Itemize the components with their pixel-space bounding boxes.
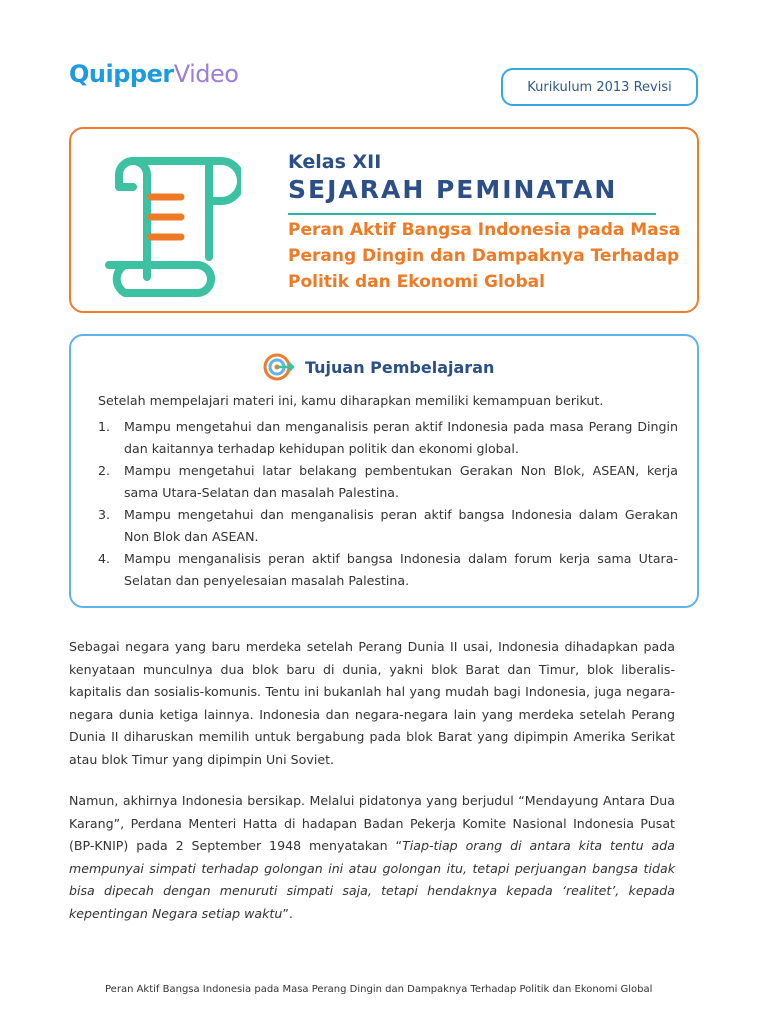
body-paragraph-1: Sebagai negara yang baru merdeka setelah Perang Dunia II usai, Indonesia dihadapkan pada kenyataan munculnya dua blok baru di dunia, yakni blok Barat dan Timur, blok liberalis-kapitalis dan sosialis-komunis. Tentu ini bukanlah hal yang mudah bagi Indonesia, juga negara-negara dunia ketiga lainnya. Indonesia dan negara-negara lain yang merdeka setelah Perang Dunia II diharuskan memilih untuk bergabung pada blok Barat yang dipimpin Amerika Serikat atau blok Timur yang dipimpin Uni Soviet.	[69, 639, 675, 767]
objectives-list	[98, 416, 678, 592]
grade-label: Kelas XII	[288, 151, 382, 173]
item-text: Mampu mengetahui latar belakang pembentukan Gerakan Non Blok, ASEAN, kerja sama Utara-Selatan dan masalah Palestina.	[124, 463, 678, 500]
target-icon	[263, 351, 295, 383]
paragraph-2-tail: ”.	[282, 905, 293, 921]
list-item	[98, 548, 678, 592]
item-text: Mampu mengetahui dan menganalisis peran aktif Indonesia pada masa Perang Dingin dan kaitannya terhadap kehidupan politik dan ekonomi global.	[124, 419, 678, 456]
subject-divider	[288, 213, 656, 215]
objectives-heading	[263, 351, 494, 383]
scroll-icon	[101, 147, 241, 297]
list-item	[98, 460, 678, 504]
quipper-video-logo	[69, 60, 238, 96]
item-text: Mampu menganalisis peran aktif bangsa Indonesia dalam forum kerja sama Utara-Selatan dan penyelesaian masalah Palestina.	[124, 551, 678, 588]
topic-title: Peran Aktif Bangsa Indonesia pada Masa Perang Dingin dan Dampaknya Terhadap Politik dan Ekonomi Global	[288, 220, 681, 292]
item-number: 3.	[98, 507, 111, 522]
title-panel	[69, 127, 699, 313]
paragraph-2-lead: Namun, akhirnya Indonesia bersikap. Melalui pidatonya yang berjudul “Mendayung Antara Dua Karang”, Perdana Menteri Hatta di hadapan Badan Pekerja Komite Nasional Indonesia Pusat (BP-KNIP) pada 2 September 1948 menyatakan “	[69, 793, 675, 854]
item-number: 2.	[98, 463, 111, 478]
curriculum-badge: Kurikulum 2013 Revisi	[501, 68, 698, 106]
objectives-title: Tujuan Pembelajaran	[305, 357, 495, 377]
list-item	[98, 416, 678, 460]
learning-objectives-panel	[69, 334, 699, 608]
logo-part-quipper: Quipper	[69, 60, 174, 88]
hatta-quote: Tiap-tiap orang di antara kita tentu ada mempunyai simpati terhadap golongan ini atau golongan itu, tetapi perjuangan bangsa tidak bisa dipecah dengan menuruti simpati saja, tetapi hendaknya kepada ‘realitet’, kepada kepentingan Negara setiap waktu	[69, 838, 675, 921]
subject-title: SEJARAH PEMINATAN	[288, 175, 618, 204]
objectives-intro: Setelah mempelajari materi ini, kamu diharapkan memiliki kemampuan berikut.	[98, 393, 604, 408]
list-item	[98, 504, 678, 548]
body-paragraph-2	[69, 790, 675, 926]
item-text: Mampu mengetahui dan menganalisis peran aktif bangsa Indonesia dalam Gerakan Non Blok dan ASEAN.	[124, 507, 678, 544]
item-number: 1.	[98, 419, 111, 434]
page-footer: Peran Aktif Bangsa Indonesia pada Masa Perang Dingin dan Dampaknya Terhadap Politik dan Ekonomi Global	[105, 984, 653, 995]
item-number: 4.	[98, 551, 111, 566]
logo-part-video: Video	[173, 60, 239, 88]
